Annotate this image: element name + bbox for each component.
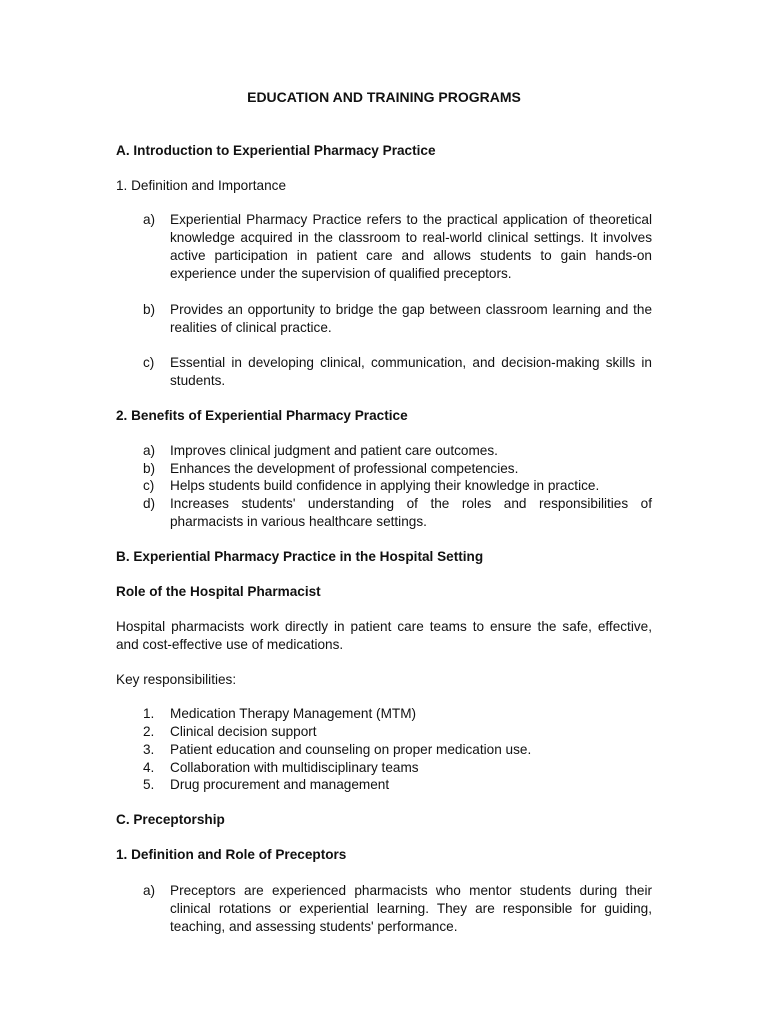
list-item-text: Clinical decision support — [170, 724, 317, 739]
section-a-sub1-heading: 1. Definition and Importance — [116, 178, 287, 193]
list-item-label: 1. — [143, 706, 155, 721]
list-item — [143, 882, 652, 936]
section-c-heading: C. Preceptorship — [116, 812, 225, 827]
list-item — [143, 211, 652, 283]
section-c-sub1-heading: 1. Definition and Role of Preceptors — [116, 847, 347, 862]
list-item — [143, 495, 652, 531]
list-item-label: c) — [143, 478, 155, 493]
list-item-text: Experiential Pharmacy Practice refers to the practical application of theoretical knowledge acquired in the classroom to real-world clinical settings. It involves active participation in patient care and allows students to gain hands-on experience under the supervision of qualified preceptors. — [170, 212, 652, 281]
list-item — [143, 705, 652, 723]
list-item-text: Helps students build confidence in applying their knowledge in practice. — [170, 478, 600, 493]
list-item-text: Drug procurement and management — [170, 777, 390, 792]
list-item-label: c) — [143, 355, 155, 370]
list-item-text: Provides an opportunity to bridge the gap between classroom learning and the realities of clinical practice. — [170, 302, 652, 335]
list-item-label: a) — [143, 883, 156, 898]
list-item-text: Improves clinical judgment and patient care outcomes. — [170, 443, 498, 458]
list-item-label: a) — [143, 443, 156, 458]
list-item-label: d) — [143, 496, 156, 511]
key-responsibilities-label: Key responsibilities: — [116, 672, 237, 687]
list-item-text: Collaboration with multidisciplinary teams — [170, 760, 419, 775]
list-item-text: Preceptors are experienced pharmacists who mentor students during their clinical rotations or experiential learning. They are responsible for guiding, teaching, and assessing students' performance. — [170, 883, 652, 934]
section-a-sub2-heading: 2. Benefits of Experiential Pharmacy Practice — [116, 408, 408, 423]
list-item-text: Essential in developing clinical, communication, and decision-making skills in students. — [170, 355, 652, 388]
section-b-paragraph: Hospital pharmacists work directly in patient care teams to ensure the safe, effective, and cost-effective use of medications. — [116, 619, 652, 652]
section-a-heading: A. Introduction to Experiential Pharmacy Practice — [116, 143, 436, 158]
list-item — [143, 354, 652, 390]
list-item — [143, 723, 652, 741]
list-item — [143, 460, 652, 478]
list-item-label: 5. — [143, 777, 155, 792]
list-item-text: Patient education and counseling on proper medication use. — [170, 742, 532, 757]
list-item-label: b) — [143, 461, 156, 476]
list-item-label: 4. — [143, 760, 155, 775]
list-item-text: Increases students' understanding of the roles and responsibilities of pharmacists in various healthcare settings. — [170, 496, 652, 529]
document-title: EDUCATION AND TRAINING PROGRAMS — [247, 89, 521, 105]
list-item — [143, 442, 652, 460]
list-item-label: 2. — [143, 724, 155, 739]
list-item — [143, 477, 652, 495]
list-item-text: Enhances the development of professional competencies. — [170, 461, 519, 476]
list-item-label: 3. — [143, 742, 155, 757]
list-item-label: a) — [143, 212, 156, 227]
list-item-label: b) — [143, 302, 156, 317]
list-item — [143, 741, 652, 759]
section-b-heading: B. Experiential Pharmacy Practice in the Hospital Setting — [116, 549, 484, 564]
list-item — [143, 301, 652, 337]
section-b-role-heading: Role of the Hospital Pharmacist — [116, 584, 321, 599]
list-item-text: Medication Therapy Management (MTM) — [170, 706, 417, 721]
list-item — [143, 776, 652, 794]
list-item — [143, 759, 652, 777]
